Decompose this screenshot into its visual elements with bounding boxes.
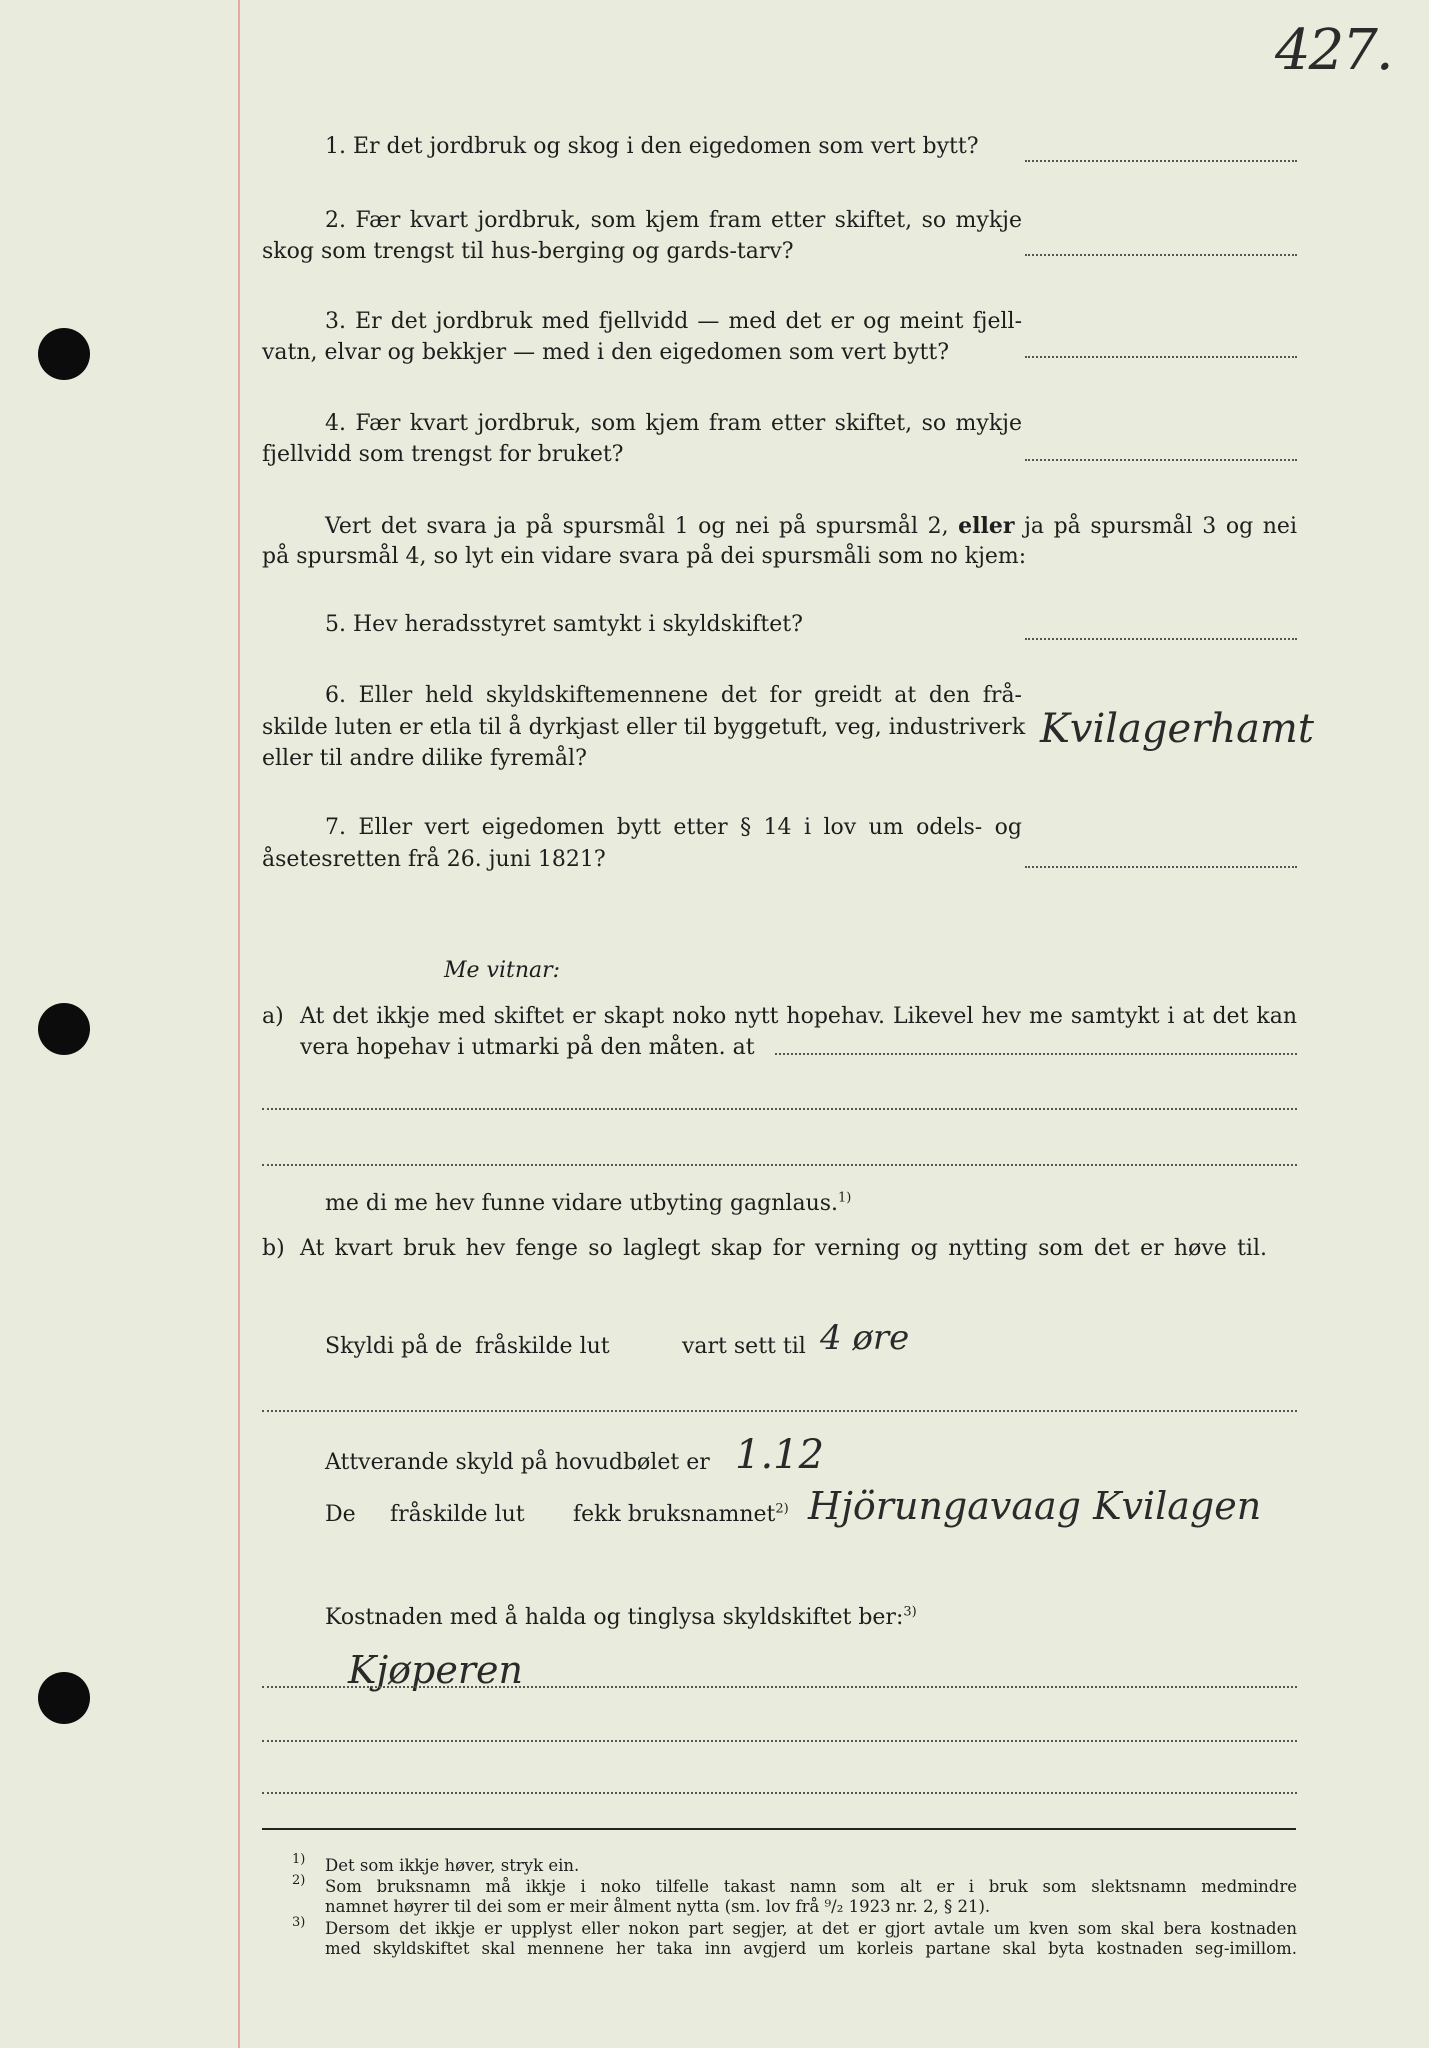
question-4-line-2: fjellvidd som trengst for bruket? xyxy=(262,442,624,467)
footnote-1-line-1: Det som ikkje høver, stryk ein. xyxy=(325,1856,580,1875)
handwritten-answer-6: Kvilagerhamt xyxy=(1040,706,1314,752)
answer-line-3 xyxy=(1025,356,1297,358)
witness-blank-line xyxy=(262,1164,1297,1166)
question-3-line-1: 3. Er det jordbruk med fjellvidd — med det er og meint fjell- xyxy=(325,309,1022,334)
footnote-1-mark: 1) xyxy=(292,1852,306,1867)
attverande-value: 1.12 xyxy=(735,1432,825,1478)
answer-line-7 xyxy=(1025,866,1297,868)
witness-b-line-1: At kvart bruk hev fenge so laglegt skap for verning og nytting som det er høve til. xyxy=(300,1236,1267,1261)
witness-heading: Me vitnar: xyxy=(444,958,561,983)
answer-line-1 xyxy=(1025,160,1297,162)
question-4-line-1: 4. Fær kvart jordbruk, som kjem fram etter skiftet, so mykje xyxy=(325,411,1022,436)
instruction-line-2: på spursmål 4, so lyt ein vidare svara på dei spursmåli som no kjem: xyxy=(262,544,1027,569)
kost-label: Kostnaden med å halda og tinglysa skyldskiftet ber:$^{3)}$ xyxy=(325,1604,917,1630)
punch-hole xyxy=(38,328,90,380)
page-number: 427. xyxy=(1275,18,1392,83)
footnote-3-line-2: med skyldskiftet skal mennene her taka inn avgjerd um korleis partane skal byta kostnaden seg-imillom. xyxy=(325,1939,1297,1958)
kost-blank-line xyxy=(262,1740,1297,1742)
footnote-3-mark: 3) xyxy=(292,1915,306,1930)
namn-value: Hjörungavaag Kvilagen xyxy=(808,1484,1262,1528)
punch-hole xyxy=(38,1003,90,1055)
question-6-line-2: skilde luten er etla til å dyrkjast eller til byggetuft, veg, industriverk xyxy=(262,715,1026,740)
kost-value: Kjøperen xyxy=(348,1648,523,1692)
question-7-line-2: åsetesretten frå 26. juni 1821? xyxy=(262,847,606,872)
punch-hole xyxy=(38,1672,90,1724)
namn-label-1: De xyxy=(325,1502,356,1527)
footnote-3-line-1: Dersom det ikkje er upplyst eller nokon part segjer, at det er gjort avtale um kven som skal bera kostnaden xyxy=(325,1919,1297,1938)
attverande-label: Attverande skyld på hovudbølet er xyxy=(325,1450,710,1475)
witness-a-line-2: vera hopehav i utmarki på den måten. at xyxy=(300,1035,755,1060)
namn-label-2: fråskilde lut xyxy=(390,1502,525,1527)
witness-blank-line xyxy=(262,1108,1297,1110)
question-6-line-3: eller til andre dilike fyremål? xyxy=(262,746,587,771)
question-1: 1. Er det jordbruk og skog i den eigedomen som vert bytt? xyxy=(325,134,979,159)
footnote-rule xyxy=(262,1828,1296,1830)
skyld-label-2: fråskilde lut xyxy=(475,1334,610,1359)
question-2-line-1: 2. Fær kvart jordbruk, som kjem fram etter skiftet, so mykje xyxy=(325,208,1022,233)
footnote-2-line-1: Som bruksnamn må ikkje i noko tilfelle takast namn som alt er i bruk som slektsnamn medmindre xyxy=(325,1877,1297,1896)
margin-line xyxy=(238,0,240,2048)
answer-line-4 xyxy=(1025,459,1297,461)
skyld-label-1: Skyldi på de xyxy=(325,1334,463,1359)
witness-a-marker: a) xyxy=(262,1004,284,1029)
instruction-line-1: Vert det svara ja på spursmål 1 og nei på spursmål 2, eller ja på spursmål 3 og nei xyxy=(325,513,1297,539)
kost-blank-line xyxy=(262,1686,1297,1688)
witness-a-line-1: At det ikkje med skiftet er skapt noko nytt hopehav. Likevel hev me samtykt i at det kan xyxy=(300,1004,1297,1029)
footnote-2-line-2: namnet høyrer til dei som er meir ålment nytta (sm. lov frå ⁹/₂ 1923 nr. 2, § 21). xyxy=(325,1897,991,1916)
answer-line-2 xyxy=(1025,254,1297,256)
witness-a-line-3: me di me hev funne vidare utbyting gagnlaus.$^{1)}$ xyxy=(325,1190,852,1216)
skyld-blank-line xyxy=(262,1410,1297,1412)
question-2-line-2: skog som trengst til hus-berging og gards-tarv? xyxy=(262,239,794,264)
witness-a-line-2-blank xyxy=(775,1053,1297,1055)
question-7-line-1: 7. Eller vert eigedomen bytt etter § 14 i lov um odels- og xyxy=(325,815,1022,840)
skyld-label-3: vart sett til xyxy=(682,1334,806,1359)
answer-line-5 xyxy=(1025,638,1297,640)
kost-blank-line xyxy=(262,1792,1297,1794)
question-6-line-1: 6. Eller held skyldskiftemennene det for greidt at den frå- xyxy=(325,683,1022,708)
question-3-line-2: vatn, elvar og bekkjer — med i den eigedomen som vert bytt? xyxy=(262,340,950,365)
question-5: 5. Hev heradsstyret samtykt i skyldskiftet? xyxy=(325,612,803,637)
namn-label-3: fekk bruksnamnet$^{2)}$ xyxy=(573,1501,789,1527)
skyld-value: 4 øre xyxy=(820,1318,910,1358)
witness-b-marker: b) xyxy=(262,1236,285,1261)
footnote-2-mark: 2) xyxy=(292,1873,306,1888)
